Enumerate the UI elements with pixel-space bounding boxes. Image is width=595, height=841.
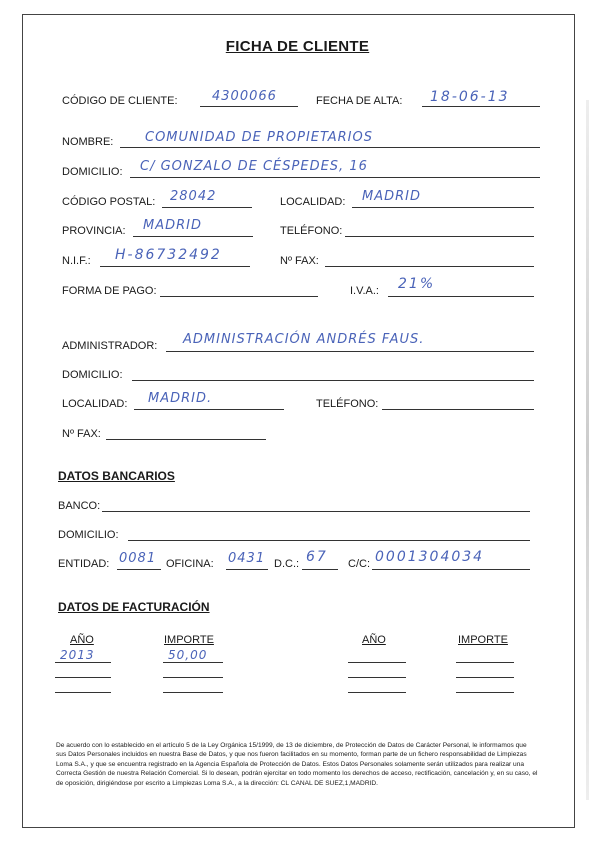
anio-right-line-1 (348, 662, 406, 663)
banco-line (102, 511, 530, 512)
entidad-value[interactable]: 0081 (119, 551, 157, 566)
domicilio-value[interactable]: C/ GONZALO DE CÉSPEDES, 16 (140, 159, 368, 174)
oficina-label: OFICINA: (166, 558, 214, 570)
domicilio-line (130, 177, 540, 178)
col-anio-left: AÑO (70, 634, 94, 646)
nombre-line (120, 147, 540, 148)
banco-domicilio-label: DOMICILIO: (58, 529, 119, 541)
telefono-label: TELÉFONO: (280, 225, 343, 237)
codigo-cliente-value[interactable]: 4300066 (212, 89, 277, 104)
anio-line-1 (55, 662, 111, 663)
col-anio-right: AÑO (362, 634, 386, 646)
admin-localidad-value[interactable]: MADRID. (148, 391, 213, 406)
oficina-line (226, 569, 268, 570)
admin-localidad-line (134, 409, 284, 410)
administrador-line (166, 351, 534, 352)
scan-edge (586, 100, 589, 800)
anio-line-2 (55, 677, 111, 678)
row1-importe-value[interactable]: 50,00 (168, 648, 208, 662)
datos-facturacion-heading: DATOS DE FACTURACIÓN (58, 600, 210, 614)
anio-right-line-2 (348, 677, 406, 678)
iva-value[interactable]: 21% (398, 276, 436, 292)
telefono-line (345, 236, 534, 237)
administrador-value[interactable]: ADMINISTRACIÓN ANDRÉS FAUS. (183, 332, 425, 347)
codigo-cliente-line (200, 106, 298, 107)
importe-line-3 (163, 692, 223, 693)
importe-line-2 (163, 677, 223, 678)
domicilio-label: DOMICILIO: (62, 166, 123, 178)
dc-line (302, 569, 338, 570)
provincia-value[interactable]: MADRID (143, 218, 202, 233)
col-importe-right: IMPORTE (458, 634, 508, 646)
fecha-alta-line (422, 106, 540, 107)
nombre-value[interactable]: COMUNIDAD DE PROPIETARIOS (145, 130, 373, 145)
dc-value[interactable]: 67 (306, 549, 328, 565)
banco-label: BANCO: (58, 500, 101, 512)
iva-line (388, 296, 534, 297)
forma-pago-label: FORMA DE PAGO: (62, 285, 157, 297)
admin-domicilio-label: DOMICILIO: (62, 369, 123, 381)
fecha-alta-label: FECHA DE ALTA: (316, 95, 403, 107)
admin-domicilio-line (132, 380, 534, 381)
admin-telefono-line (382, 409, 534, 410)
provincia-line (133, 236, 253, 237)
importe-line-1 (163, 662, 223, 663)
codigo-postal-line (162, 207, 252, 208)
anio-right-line-3 (348, 692, 406, 693)
dc-label: D.C.: (274, 558, 300, 570)
importe-right-line-1 (456, 662, 514, 663)
banco-domicilio-line (128, 540, 530, 541)
col-importe-left: IMPORTE (164, 634, 214, 646)
entidad-line (117, 569, 161, 570)
admin-fax-line (106, 439, 266, 440)
codigo-postal-value[interactable]: 28042 (170, 189, 217, 204)
row1-anio-value[interactable]: 2013 (60, 648, 95, 662)
cc-label: C/C: (348, 558, 370, 570)
datos-bancarios-heading: DATOS BANCARIOS (58, 469, 175, 483)
importe-right-line-3 (456, 692, 514, 693)
admin-telefono-label: TELÉFONO: (316, 398, 379, 410)
localidad-label: LOCALIDAD: (280, 196, 346, 208)
fax-label: Nº FAX: (280, 255, 319, 267)
cc-line (372, 569, 530, 570)
localidad-line (352, 207, 534, 208)
fecha-alta-value[interactable]: 18-06-13 (430, 89, 510, 105)
lopd-notice: De acuerdo con lo establecido en el artículo 5 de la Ley Orgánica 15/1999, de 13 de diciembre, de Protección de Datos de Carácter Personal, le informamos que sus Datos Personales incluidos en nuestra Base de Datos, y que nos fueron facilitados en su momento, forman parte de un fichero responsabilidad de Limpiezas Loma S.A., y que se encuentra registrado en la Agencia Española de Protección de Datos. Estos Datos Personales solamente serán utilizados para realizar una Correcta Gestión de nuestra Relación Comercial. Si lo desean, podrán ejercitar en todo momento los derechos de acceso, rectificación, cancelación y, en su caso, el de oposición, dirigiéndose por escrito a Limpiezas Loma S.A., a la dirección: CL CANAL DE SUEZ,1,MADRID. (56, 742, 538, 787)
iva-label: I.V.A.: (350, 285, 379, 297)
nombre-label: NOMBRE: (62, 136, 114, 148)
oficina-value[interactable]: 0431 (228, 551, 266, 566)
entidad-label: ENTIDAD: (58, 558, 110, 570)
nif-line (100, 266, 250, 267)
anio-line-3 (55, 692, 111, 693)
administrador-label: ADMINISTRADOR: (62, 340, 158, 352)
codigo-cliente-label: CÓDIGO DE CLIENTE: (62, 95, 178, 107)
localidad-value[interactable]: MADRID (362, 189, 421, 204)
forma-pago-line (160, 296, 318, 297)
importe-right-line-2 (456, 677, 514, 678)
page-title: FICHA DE CLIENTE (225, 38, 370, 55)
cc-value[interactable]: 0001304034 (375, 549, 485, 565)
admin-localidad-label: LOCALIDAD: (62, 398, 128, 410)
nif-label: N.I.F.: (62, 255, 91, 267)
codigo-postal-label: CÓDIGO POSTAL: (62, 196, 156, 208)
nif-value[interactable]: H-86732492 (115, 247, 222, 263)
admin-fax-label: Nº FAX: (62, 428, 101, 440)
provincia-label: PROVINCIA: (62, 225, 126, 237)
fax-line (325, 266, 534, 267)
